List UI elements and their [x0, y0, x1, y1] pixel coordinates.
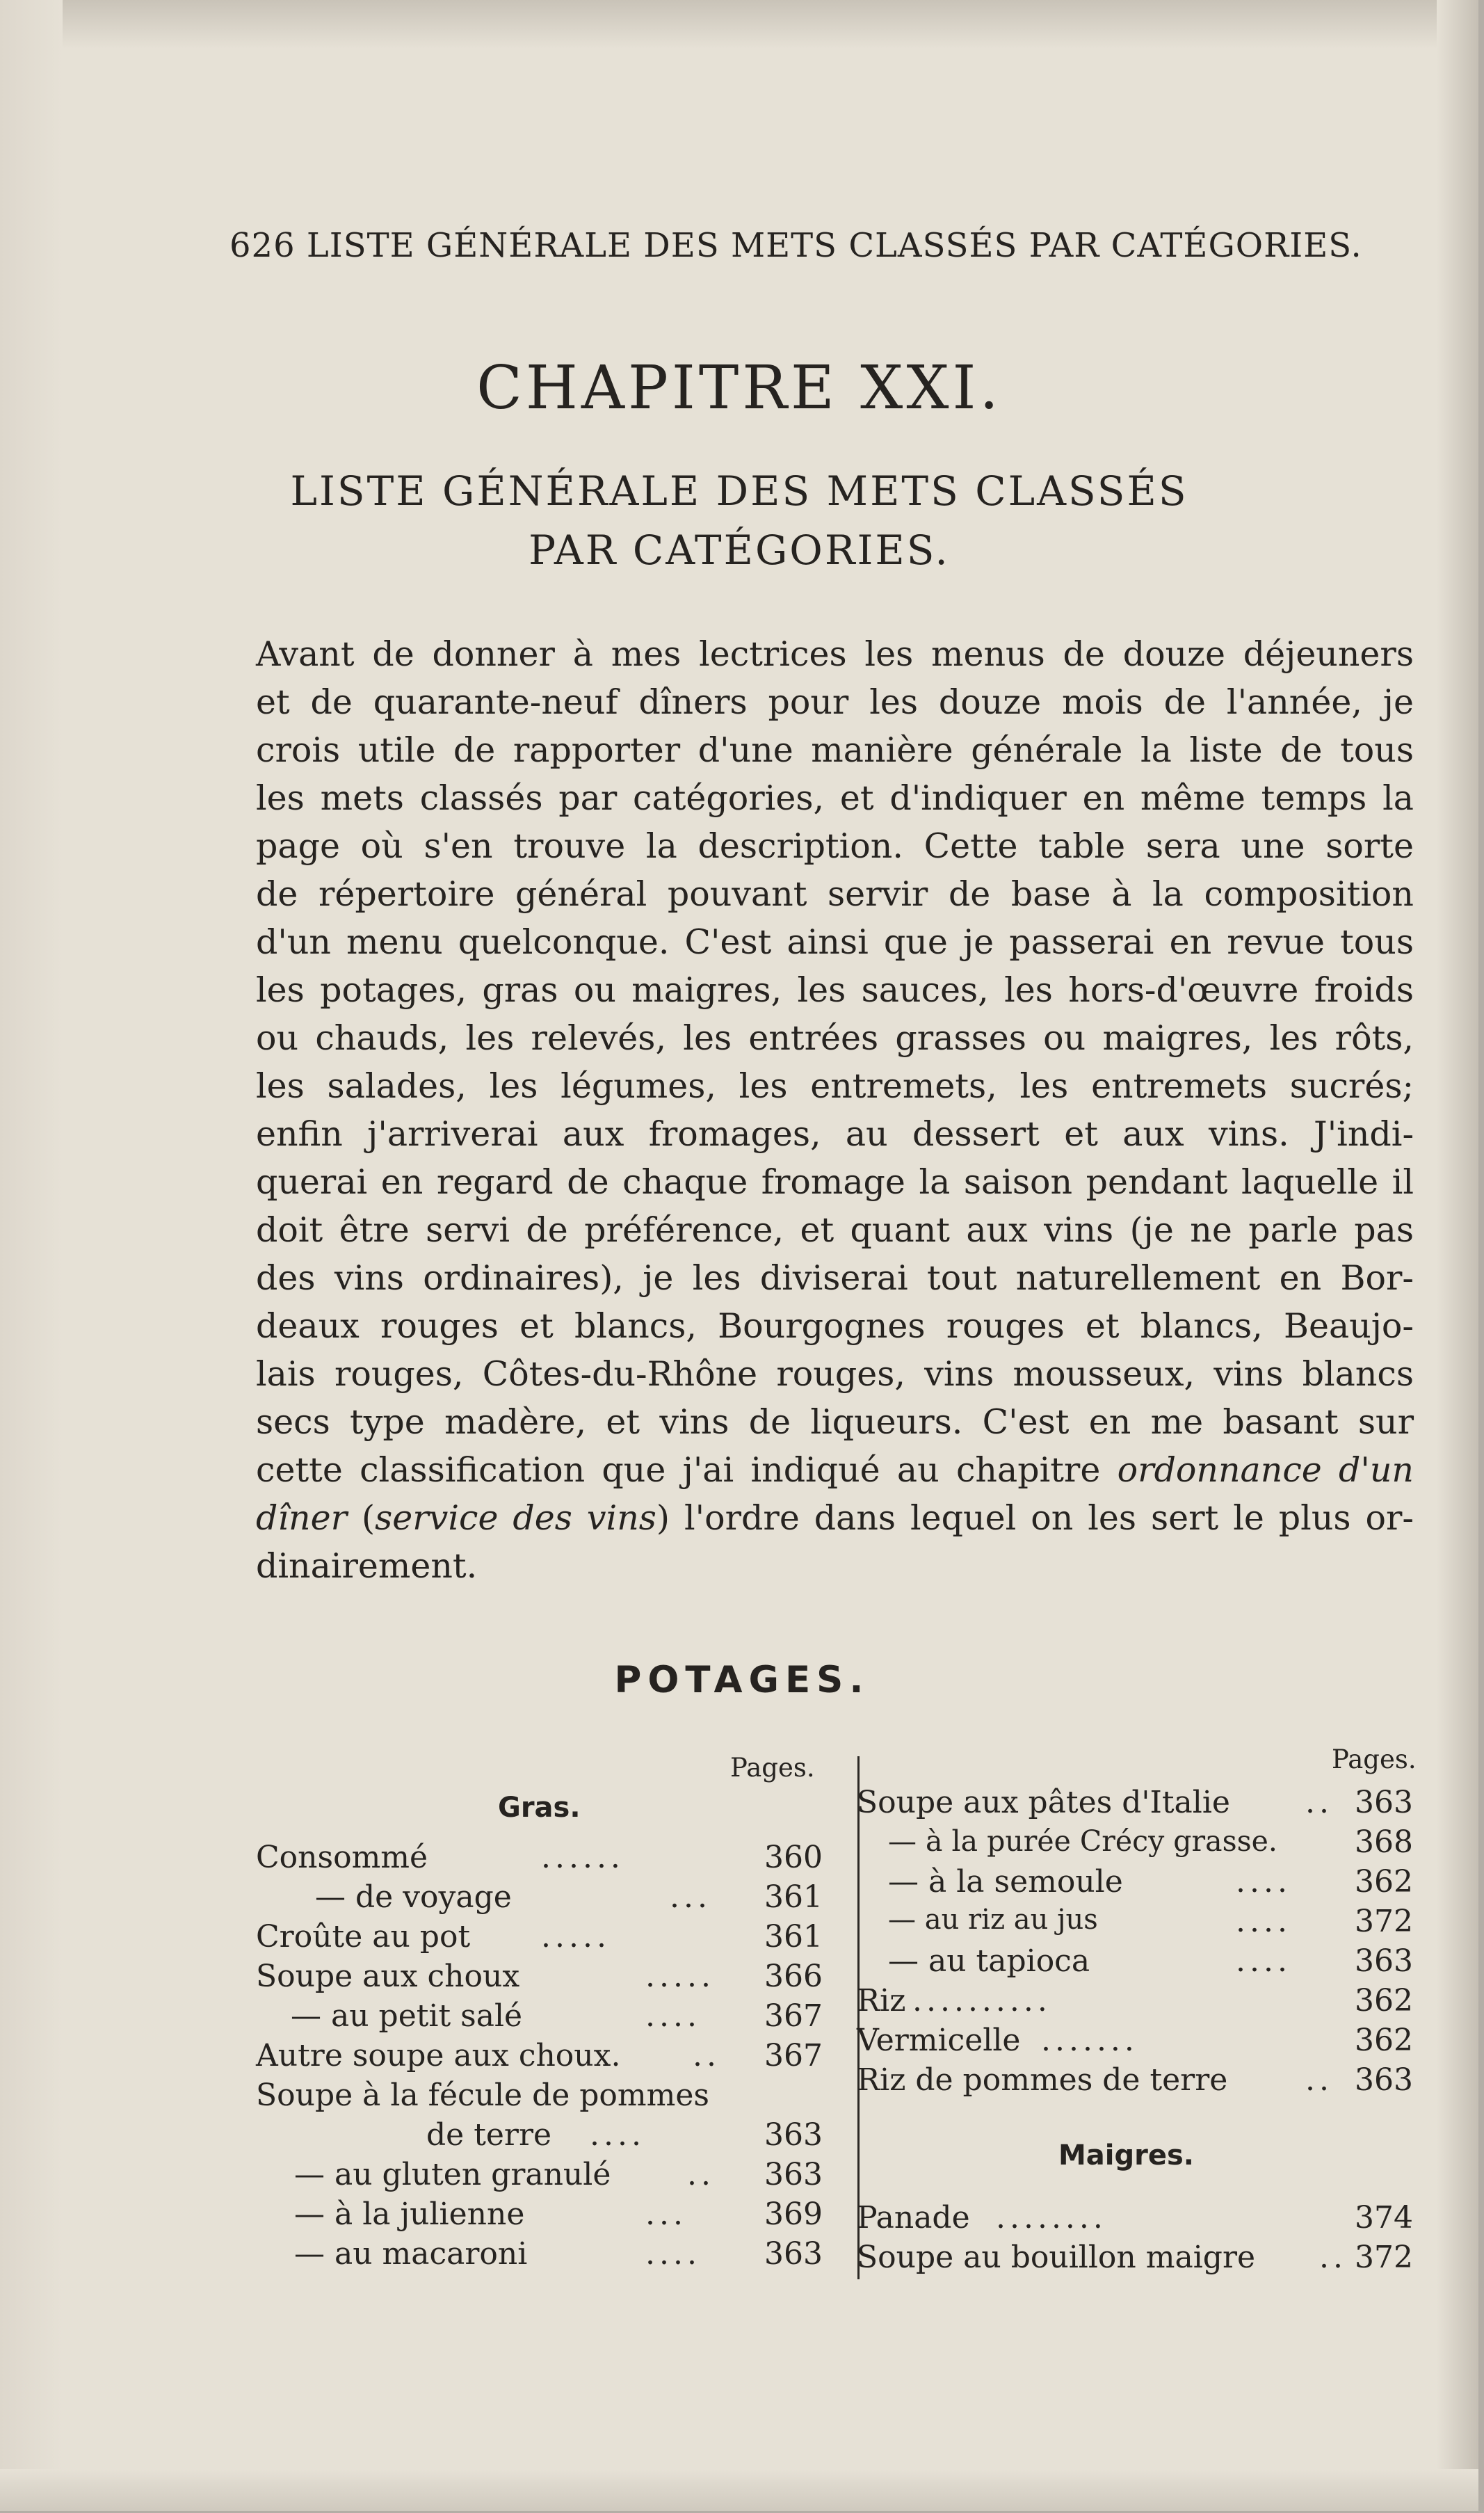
list-item — [256, 2038, 823, 2078]
subheading-gras: Gras. — [498, 1792, 581, 1824]
list-item — [256, 1919, 823, 1959]
leader-dots: ....... — [1041, 2023, 1138, 2058]
page-number: 367 — [764, 2038, 823, 2073]
subheading-maigres: Maigres. — [1058, 2139, 1194, 2171]
leader-dots: .. — [687, 2157, 715, 2192]
paragraph-line: deaux rouges et blancs, Bourgognes rouges et blancs, Beaujo- — [256, 1306, 1414, 1346]
paragraph-line: doit être servi de préférence, et quant aux vins (je ne parle pas — [256, 1210, 1414, 1250]
italic-phrase: ordonnance d'un — [1117, 1450, 1414, 1490]
page-edge-bottom — [0, 2469, 1478, 2511]
paragraph-line: secs type madère, et vins de liqueurs. C'est en me basant sur — [256, 1402, 1414, 1442]
dish-name: — au tapioca — [888, 1943, 1090, 1979]
leader-dots: .... — [645, 2236, 701, 2272]
list-item — [256, 1959, 823, 1999]
list-item — [857, 2062, 1413, 2103]
list-item — [857, 1824, 1413, 1865]
paragraph-line — [256, 1450, 1414, 1499]
dish-name: — à la purée Crécy grasse. — [888, 1824, 1277, 1858]
page-number: 374 — [1355, 2200, 1413, 2235]
page-number: 363 — [1355, 1943, 1413, 1979]
dish-name: — de voyage — [315, 1879, 512, 1915]
paragraph-line — [256, 1498, 1414, 1547]
list-item — [256, 1879, 823, 1920]
page-number: 362 — [1355, 1983, 1413, 2018]
dish-name: Autre soupe aux choux. — [256, 2038, 621, 2073]
list-item — [857, 1943, 1413, 1984]
paragraph-line: page où s'en trouve la description. Cette table sera une sorte — [256, 826, 1414, 866]
page-number: 367 — [764, 1998, 823, 2034]
leader-dots: .. — [1305, 2062, 1333, 2098]
list-item — [857, 2240, 1413, 2280]
page-number: 363 — [1355, 1785, 1413, 1820]
paragraph-line: lais rouges, Côtes-du-Rhône rouges, vins mousseux, vins blancs — [256, 1354, 1414, 1394]
italic-phrase: service des vins — [375, 1498, 656, 1538]
dish-name: Riz de pommes de terre — [857, 2062, 1228, 2098]
leader-dots: ...... — [541, 1840, 624, 1875]
paragraph-line: enfin j'arriverai aux fromages, au dessert et aux vins. J'indi- — [256, 1114, 1414, 1154]
leader-dots: .. — [1305, 1785, 1333, 1820]
page-number: 362 — [1355, 1864, 1413, 1900]
dish-name: — au petit salé — [291, 1998, 523, 2034]
list-item — [256, 1840, 823, 1880]
section-title-potages: POTAGES. — [614, 1659, 870, 1701]
dish-name: — au macaroni — [294, 2236, 528, 2272]
page-number: 363 — [764, 2157, 823, 2192]
list-item — [256, 2236, 823, 2277]
list-item — [256, 2157, 823, 2197]
chapter-subtitle-line-2: PAR CATÉGORIES. — [529, 527, 950, 574]
page-number: 362 — [1355, 2023, 1413, 2058]
paragraph-text: ) l'ordre dans lequel on les sert le plus or- — [656, 1498, 1414, 1538]
leader-dots: .. — [1319, 2240, 1347, 2275]
page-number: 369 — [764, 2197, 823, 2232]
leader-dots: .... — [1236, 1904, 1291, 1939]
paragraph-line: dinairement. — [256, 1546, 478, 1586]
page-number: 363 — [764, 2117, 823, 2153]
dish-name: de terre — [426, 2117, 552, 2153]
list-item — [857, 1904, 1413, 1944]
page-edge-top — [0, 0, 1478, 49]
chapter-subtitle-line-1: LISTE GÉNÉRALE DES METS CLASSÉS — [290, 467, 1188, 515]
pages-column-label-left: Pages. — [730, 1753, 815, 1783]
leader-dots: ........ — [996, 2200, 1107, 2235]
list-item — [857, 2200, 1413, 2240]
page-number: 363 — [1355, 2062, 1413, 2098]
leader-dots: .......... — [912, 1983, 1051, 2018]
dish-name: Soupe à la fécule de pommes — [256, 2078, 709, 2113]
paragraph-text: cette classification que j'ai indiqué au chapitre — [256, 1450, 1118, 1490]
dish-name: Croûte au pot — [256, 1919, 471, 1954]
list-item — [857, 1785, 1413, 1825]
paragraph-line: et de quarante-neuf dîners pour les douze mois de l'année, je — [256, 682, 1414, 722]
list-item — [857, 2023, 1413, 2063]
list-item — [256, 1998, 823, 2039]
page-number: 361 — [764, 1879, 823, 1915]
dish-name: — au riz au jus — [888, 1904, 1098, 1936]
chapter-title: CHAPITRE XXI. — [476, 353, 1002, 423]
list-item — [256, 2078, 861, 2118]
paragraph-line: querai en regard de chaque fromage la saison pendant laquelle il — [256, 1162, 1414, 1202]
page-number: 363 — [764, 2236, 823, 2272]
page-number: 372 — [1355, 2240, 1413, 2275]
pages-column-label-right: Pages. — [1332, 1744, 1417, 1774]
dish-name: Soupe aux choux — [256, 1959, 520, 1994]
page-number: 360 — [764, 1840, 823, 1875]
leader-dots: .... — [1236, 1943, 1291, 1979]
leader-dots: ..... — [541, 1919, 611, 1954]
dish-name: Vermicelle — [857, 2023, 1021, 2058]
paragraph-line: les salades, les légumes, les entremets, les entremets sucrés; — [256, 1066, 1414, 1106]
leader-dots: ..... — [645, 1959, 715, 1994]
leader-dots: ... — [645, 2197, 687, 2232]
dish-name: — au gluten granulé — [294, 2157, 611, 2192]
leader-dots: .... — [645, 1998, 701, 2034]
paragraph-line: Avant de donner à mes lectrices les menus de douze déjeuners — [256, 634, 1414, 674]
dish-name: Panade — [857, 2200, 970, 2235]
list-item — [857, 1983, 1413, 2023]
running-head: 626 LISTE GÉNÉRALE DES METS CLASSÉS PAR CATÉGORIES. — [229, 226, 1362, 265]
leader-dots: .... — [1236, 1864, 1291, 1900]
page-number: 372 — [1355, 1904, 1413, 1939]
dish-name: Riz — [857, 1983, 906, 2018]
paragraph-line: des vins ordinaires), je les diviserai tout naturellement en Bor- — [256, 1258, 1414, 1298]
dish-name: Soupe aux pâtes d'Italie — [857, 1785, 1230, 1820]
paragraph-text: ( — [347, 1498, 376, 1538]
list-item — [256, 2117, 823, 2158]
page-number: 366 — [764, 1959, 823, 1994]
list-item — [256, 2197, 823, 2237]
dish-name: — à la semoule — [888, 1864, 1123, 1900]
list-item — [857, 1864, 1413, 1904]
dish-name: — à la julienne — [294, 2197, 525, 2232]
leader-dots: ... — [670, 1879, 711, 1915]
page-number: 361 — [764, 1919, 823, 1954]
paragraph-line: de répertoire général pouvant servir de base à la composition — [256, 874, 1414, 914]
leader-dots: .. — [693, 2038, 720, 2073]
paragraph-line: crois utile de rapporter d'une manière générale la liste de tous — [256, 730, 1414, 770]
dish-name: Soupe au bouillon maigre — [857, 2240, 1256, 2275]
paragraph-line: d'un menu quelconque. C'est ainsi que je passerai en revue tous — [256, 922, 1414, 962]
leader-dots: .... — [590, 2117, 645, 2153]
page-number: 368 — [1355, 1824, 1413, 1860]
dish-name: Consommé — [256, 1840, 428, 1875]
italic-phrase: dîner — [256, 1498, 348, 1538]
paragraph-line: les mets classés par catégories, et d'indiquer en même temps la — [256, 778, 1414, 818]
paragraph-line: les potages, gras ou maigres, les sauces, les hors-d'œuvre froids — [256, 970, 1414, 1010]
paragraph-line: ou chauds, les relevés, les entrées grasses ou maigres, les rôts, — [256, 1018, 1414, 1058]
